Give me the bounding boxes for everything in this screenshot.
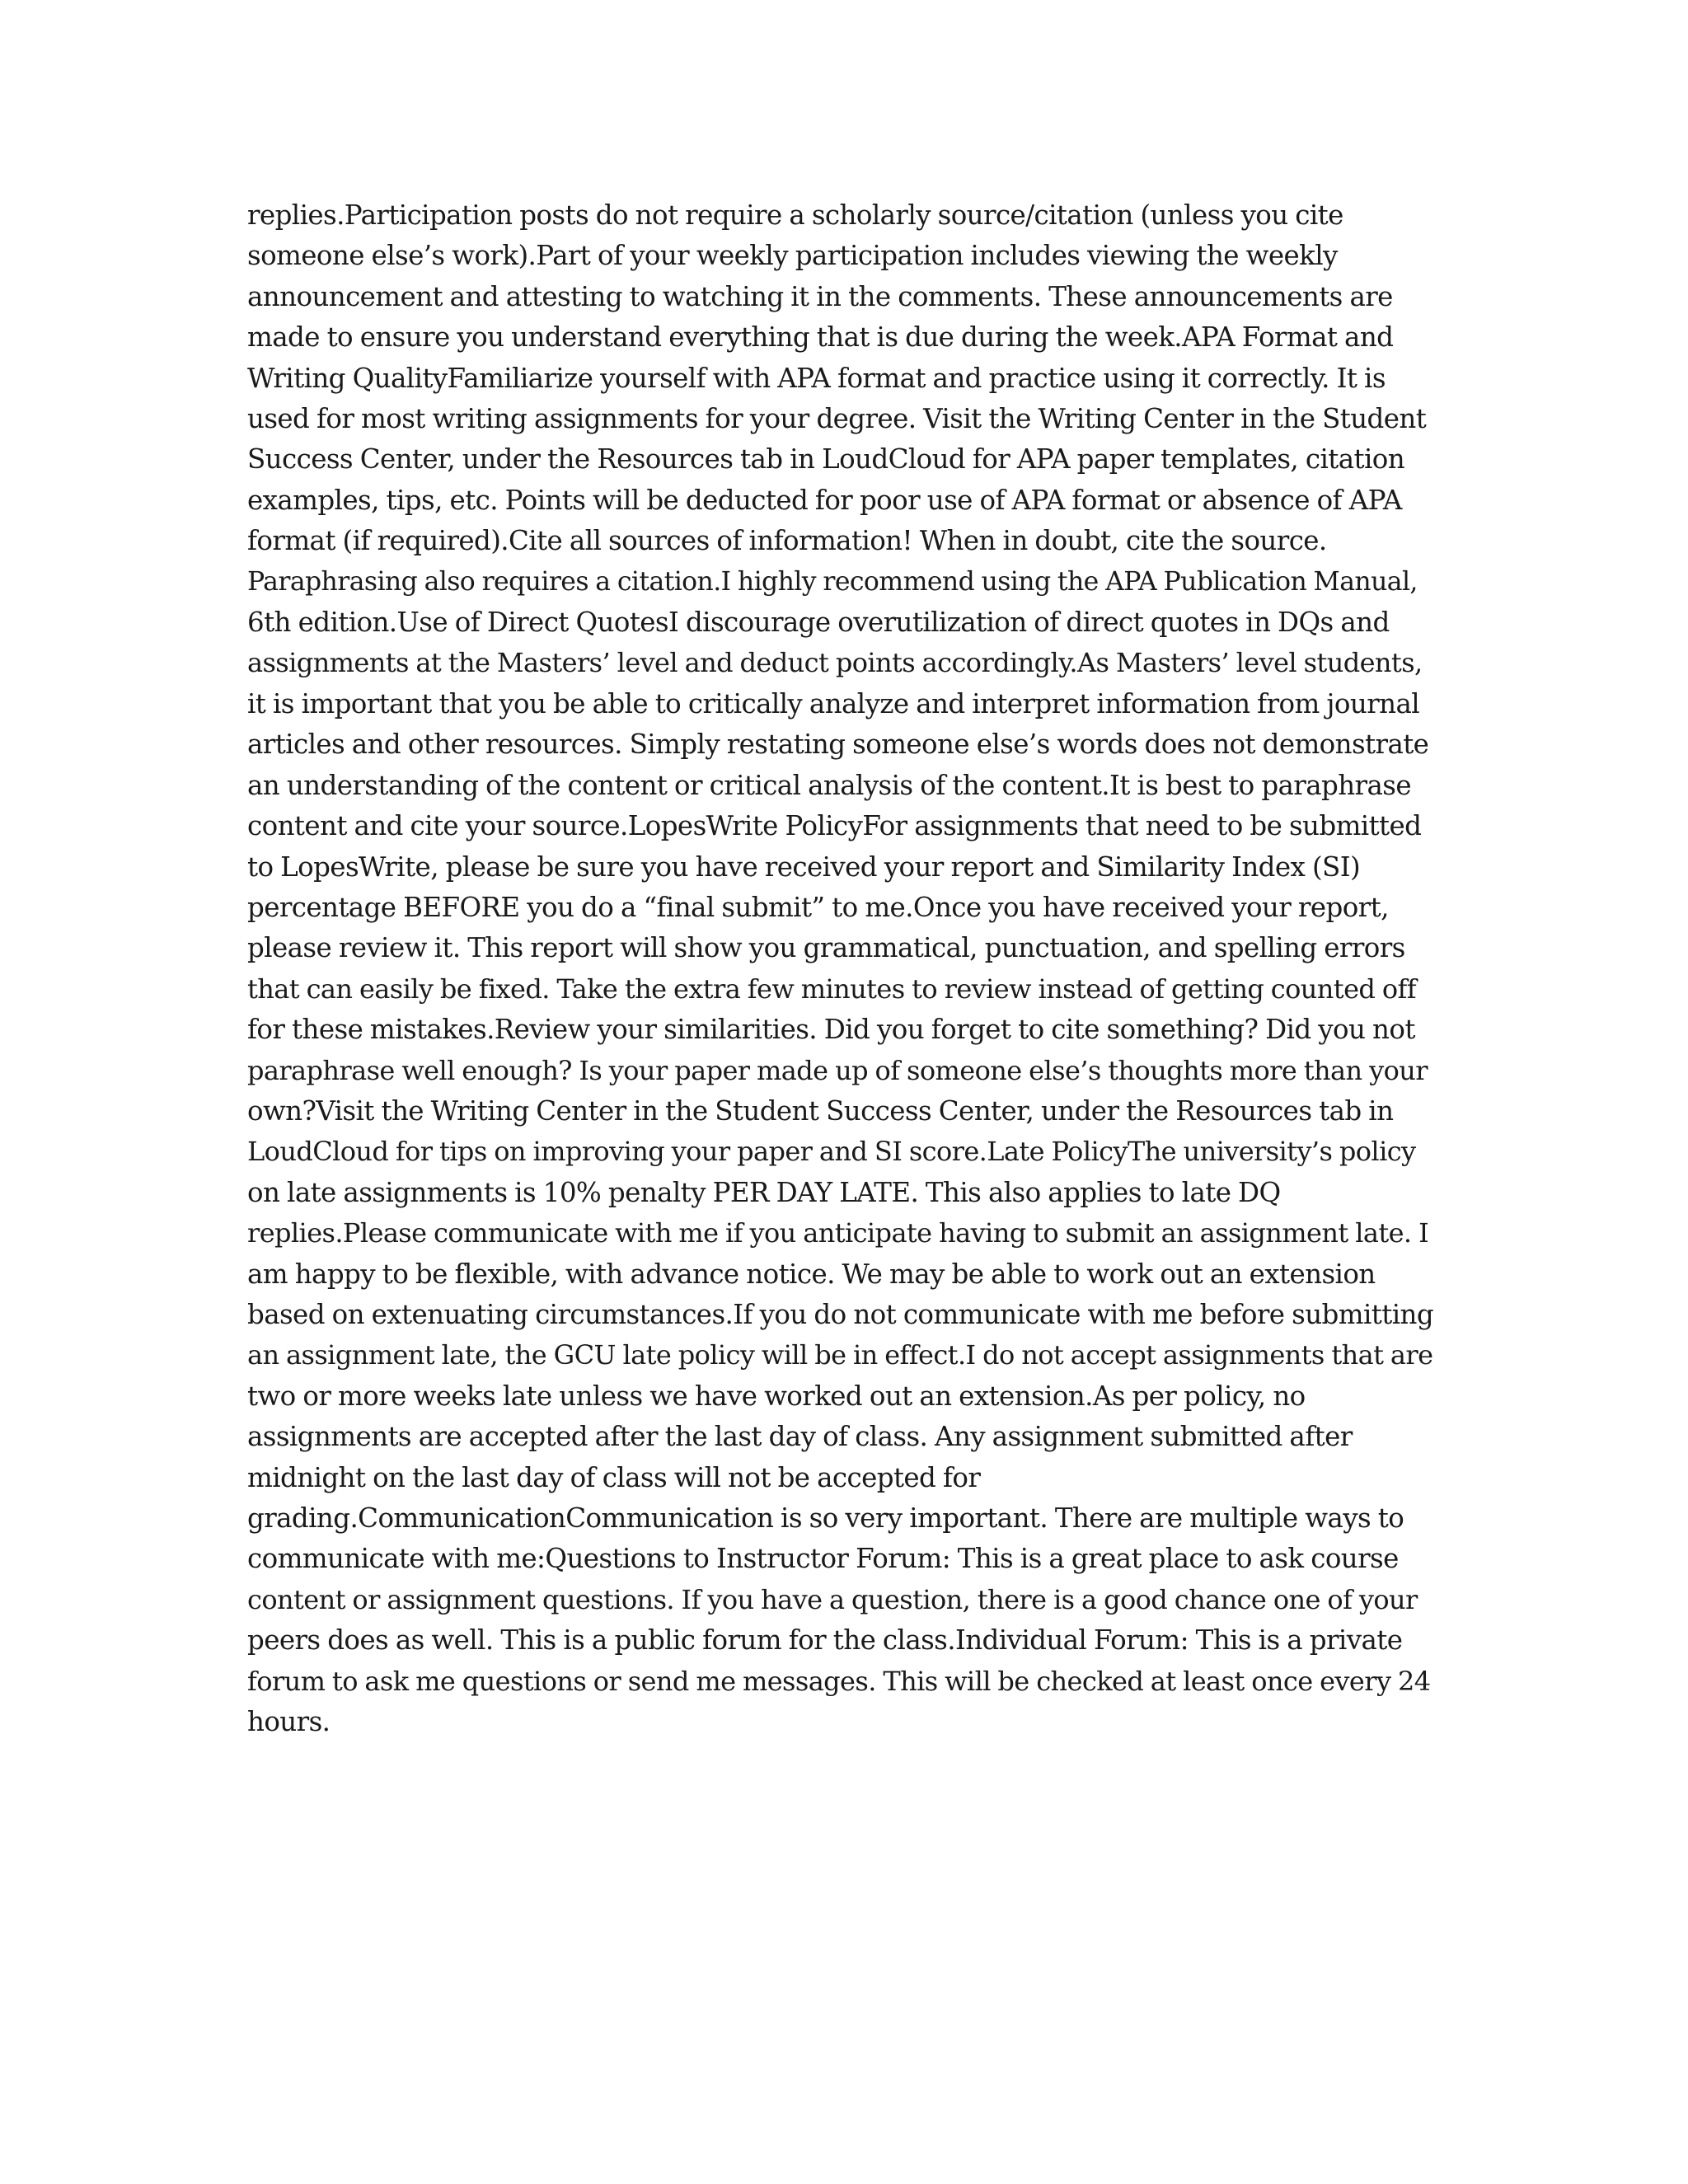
text-line: 6th edition.Use of Direct QuotesI discourage overutilization of direct quotes in DQs and bbox=[247, 607, 1390, 639]
text-line: please review it. This report will show you grammatical, punctuation, and spelling errors bbox=[247, 932, 1405, 964]
text-line: replies.Participation posts do not require a scholarly source/citation (unless you cite bbox=[247, 199, 1343, 231]
text-line: examples, tips, etc. Points will be deducted for poor use of APA format or absence of APA bbox=[247, 484, 1402, 516]
text-line: midnight on the last day of class will not be accepted for bbox=[247, 1461, 981, 1493]
text-line: an understanding of the content or critical analysis of the content.It is best to paraphrase bbox=[247, 769, 1411, 801]
text-line: replies.Please communicate with me if you anticipate having to submit an assignment late. I bbox=[247, 1217, 1429, 1249]
text-line: Success Center, under the Resources tab in LoudCloud for APA paper templates, citation bbox=[247, 443, 1405, 476]
text-line: two or more weeks late unless we have worked out an extension.As per policy, no bbox=[247, 1380, 1306, 1412]
document-body-text bbox=[247, 195, 1434, 1742]
text-line: forum to ask me questions or send me messages. This will be checked at least once every 24 bbox=[247, 1665, 1431, 1697]
text-line: that can easily be fixed. Take the extra few minutes to review instead of getting counted off bbox=[247, 972, 1417, 1005]
text-line: it is important that you be able to critically analyze and interpret information from journal bbox=[247, 687, 1420, 719]
text-line: used for most writing assignments for your degree. Visit the Writing Center in the Student bbox=[247, 403, 1427, 435]
text-line: grading.CommunicationCommunication is so very important. There are multiple ways to bbox=[247, 1502, 1404, 1534]
text-line: percentage BEFORE you do a “final submit” to me.Once you have received your report, bbox=[247, 891, 1389, 923]
text-line: an assignment late, the GCU late policy will be in effect.I do not accept assignments that are bbox=[247, 1339, 1433, 1371]
text-line: communicate with me:Questions to Instructor Forum: This is a great place to ask course bbox=[247, 1543, 1399, 1575]
text-line: on late assignments is 10% penalty PER DAY LATE. This also applies to late DQ bbox=[247, 1176, 1281, 1208]
text-line: assignments at the Masters’ level and deduct points accordingly.As Masters’ level students, bbox=[247, 647, 1423, 679]
text-line: for these mistakes.Review your similarities. Did you forget to cite something? Did you not bbox=[247, 1014, 1415, 1046]
text-line: am happy to be flexible, with advance notice. We may be able to work out an extension bbox=[247, 1258, 1376, 1290]
text-line: articles and other resources. Simply restating someone else’s words does not demonstrate bbox=[247, 729, 1429, 761]
text-line: assignments are accepted after the last day of class. Any assignment submitted after bbox=[247, 1421, 1353, 1453]
text-line: hours. bbox=[247, 1706, 331, 1738]
text-line: LoudCloud for tips on improving your paper and SI score.Late PolicyThe university’s policy bbox=[247, 1136, 1416, 1168]
text-line: someone else’s work).Part of your weekly participation includes viewing the weekly bbox=[247, 240, 1338, 272]
text-line: to LopesWrite, please be sure you have received your report and Similarity Index (SI) bbox=[247, 851, 1361, 883]
text-line: content and cite your source.LopesWrite PolicyFor assignments that need to be submitted bbox=[247, 810, 1422, 842]
text-line: made to ensure you understand everything that is due during the week.APA Format and bbox=[247, 321, 1394, 354]
text-line: format (if required).Cite all sources of information! When in doubt, cite the source. bbox=[247, 525, 1327, 557]
text-line: own?Visit the Writing Center in the Student Success Center, under the Resources tab in bbox=[247, 1094, 1394, 1127]
text-line: content or assignment questions. If you have a question, there is a good chance one of your bbox=[247, 1583, 1418, 1615]
text-line: based on extenuating circumstances.If you do not communicate with me before submitting bbox=[247, 1298, 1434, 1330]
text-line: Writing QualityFamiliarize yourself with APA format and practice using it correctly. It is bbox=[247, 362, 1386, 394]
text-line: peers does as well. This is a public forum for the class.Individual Forum: This is a private bbox=[247, 1624, 1403, 1657]
text-line: announcement and attesting to watching it in the comments. These announcements are bbox=[247, 280, 1393, 312]
text-line: paraphrase well enough? Is your paper made up of someone else’s thoughts more than your bbox=[247, 1054, 1428, 1086]
text-line: Paraphrasing also requires a citation.I highly recommend using the APA Publication Manual, bbox=[247, 566, 1418, 597]
